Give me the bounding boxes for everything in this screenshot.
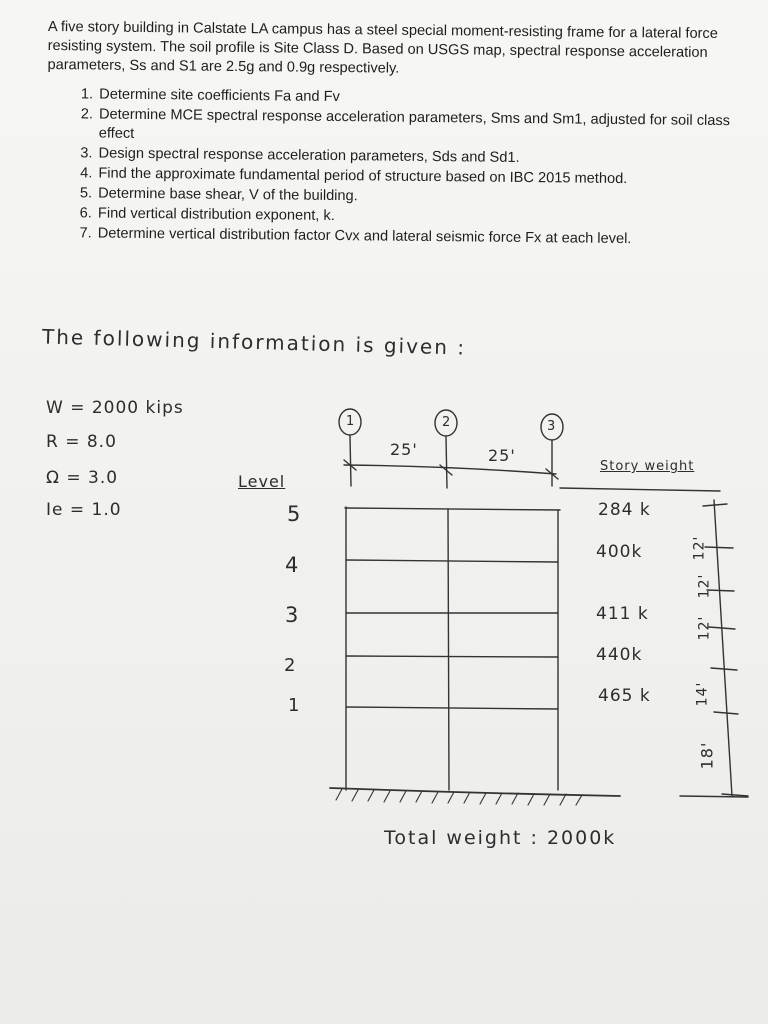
given-ie: Ie = 1.0 — [46, 500, 122, 520]
height-ticks — [703, 504, 748, 796]
problem-intro: A five story building in Calstate LA campus has a steel special moment-resisting frame for a lateral force resisting system. The soil profile is Site Class D. Based on USGS map, spectral response acceleration parameters, Ss and S1 are 2.5g and 0.9g respectively. — [47, 18, 718, 77]
task-item: 1. Determine site coefficients Fa and Fv — [97, 86, 737, 112]
grid-bubble-2 — [435, 410, 457, 436]
weight-header: Story weight — [600, 459, 695, 474]
level-label-1: 1 — [288, 695, 301, 716]
task-item: 5. Determine base shear, V of the building. — [96, 185, 736, 211]
story-weight-5: 284 k — [598, 500, 651, 520]
grid-bubble-3 — [541, 414, 563, 440]
story-weight-1: 465 k — [598, 686, 651, 706]
given-heading: The following information is given : — [41, 324, 467, 360]
story-weight-3: 411 k — [596, 604, 649, 624]
story-height-5: 12' — [691, 535, 708, 561]
grid-line-1 — [350, 436, 351, 486]
dimension-ticks — [344, 460, 558, 479]
story-height-4: 12' — [696, 573, 713, 599]
grid-line-2 — [446, 437, 447, 488]
story-height-3: 12' — [696, 615, 713, 641]
given-omega: Ω = 3.0 — [46, 468, 119, 488]
task-item: 6. Find vertical distribution exponent, k. — [96, 205, 736, 231]
level-header: Level — [238, 472, 286, 491]
task-item: 7. Determine vertical distribution factor Cvx and lateral seismic force Fx at each level. — [96, 225, 736, 251]
height-dimension-line — [714, 500, 732, 796]
story-height-1: 18' — [697, 741, 717, 770]
level-label-2: 2 — [284, 655, 297, 676]
floor-beam-4 — [346, 560, 558, 562]
level-label-5: 5 — [287, 502, 302, 526]
grid-label-1: 1 — [346, 414, 356, 429]
column-middle — [448, 509, 449, 790]
height-base-line — [680, 796, 748, 797]
bay-width-1: 25' — [390, 440, 418, 459]
story-height-2: 14' — [694, 681, 711, 707]
grid-label-2: 2 — [442, 415, 452, 430]
task-item: 2. Determine MCE spectral response acceleration parameters, Sms and Sm1, adjusted for soil class effect — [97, 106, 737, 151]
task-item: 4. Find the approximate fundamental period of structure based on IBC 2015 method. — [96, 165, 736, 191]
floor-beam-2 — [346, 656, 558, 657]
bay-width-2: 25' — [488, 446, 516, 465]
roof-beam — [345, 508, 560, 510]
grid-label-3: 3 — [547, 419, 557, 434]
task-item: 3. Design spectral response acceleration parameters, Sds and Sd1. — [96, 145, 736, 171]
given-weight: W = 2000 kips — [46, 398, 184, 418]
given-r: R = 8.0 — [46, 432, 117, 452]
floor-beam-1 — [346, 707, 558, 709]
weight-header-line — [560, 488, 720, 491]
total-weight: Total weight : 2000k — [384, 827, 617, 849]
story-weight-2: 440k — [596, 645, 643, 665]
grid-bubble-1 — [339, 409, 361, 435]
story-weight-4: 400k — [596, 542, 643, 562]
level-label-4: 4 — [285, 553, 300, 577]
level-label-3: 3 — [285, 603, 300, 627]
